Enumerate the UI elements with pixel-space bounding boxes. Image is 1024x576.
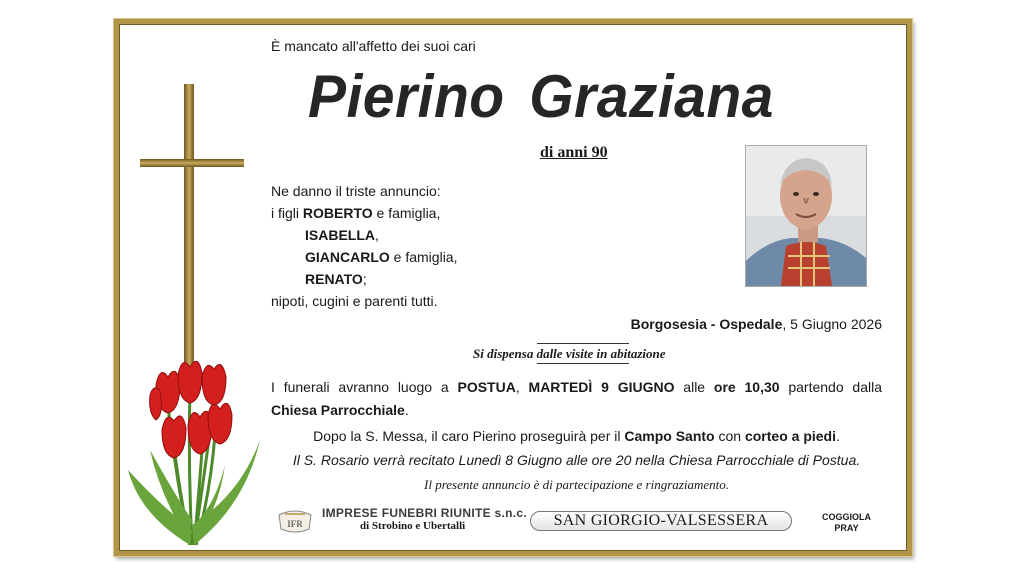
child-name: ISABELLA (305, 227, 375, 243)
deceased-name (308, 62, 774, 131)
agency-logo (276, 505, 314, 540)
child-name: RENATO (305, 271, 363, 287)
children-line-1: i figli ROBERTO e famiglia, (271, 205, 441, 221)
divider-bottom (537, 363, 629, 364)
agency-branch-badge: SAN GIORGIO-VALSESSERA (530, 511, 792, 531)
children-line-4: RENATO; (305, 271, 367, 287)
children-line-2: ISABELLA, (305, 227, 379, 243)
intro-text: È mancato all'affetto dei suoi cari (271, 38, 476, 54)
agency-name: IMPRESE FUNEBRI RIUNITE s.n.c. (322, 506, 528, 520)
agency-owners: di Strobino e Ubertalli (360, 520, 466, 532)
announce-lead: Ne danno il triste annuncio: (271, 183, 441, 199)
first-name: Pierino (308, 63, 505, 130)
tulips-illustration (120, 355, 265, 550)
portrait-photo (745, 145, 867, 287)
child-name: ROBERTO (302, 205, 373, 221)
divider-top (537, 343, 629, 344)
announcement-list (271, 180, 457, 312)
children-line-3: GIANCARLO e famiglia, (305, 249, 458, 265)
place-date: Borgosesia - Ospedale, 5 Giugno 2026 (630, 316, 882, 332)
funeral-paragraph: I funerali avranno luogo a POSTUA, MARTEDÌ 9 GIUGNO alle ore 10,30 partendo dalla (271, 379, 883, 395)
funeral-church-line: Chiesa Parrocchiale. (271, 402, 409, 418)
rosary-paragraph: Il S. Rosario verrà recitato Lunedì 8 Giugno alle ore 20 nella Chiesa Parrocchiale di Postua. (292, 452, 861, 468)
agency-towns: COGGIOLA PRAY (822, 512, 871, 533)
relatives-line: nipoti, cugini e parenti tutti. (271, 293, 438, 309)
no-visits-note: Si dispensa dalle visite in abitazione (473, 346, 666, 361)
cross-icon (138, 84, 248, 374)
mass-paragraph: Dopo la S. Messa, il caro Pierino proseguirà per il Campo Santo con corteo a piedi. (313, 428, 840, 444)
age-label: di anni 90 (540, 144, 608, 161)
child-name: GIANCARLO (305, 249, 390, 265)
last-name: Graziana (529, 63, 774, 130)
thanks-note: Il presente annuncio è di partecipazione e ringraziamento. (424, 477, 729, 492)
logo-letters: IFR (287, 519, 303, 529)
